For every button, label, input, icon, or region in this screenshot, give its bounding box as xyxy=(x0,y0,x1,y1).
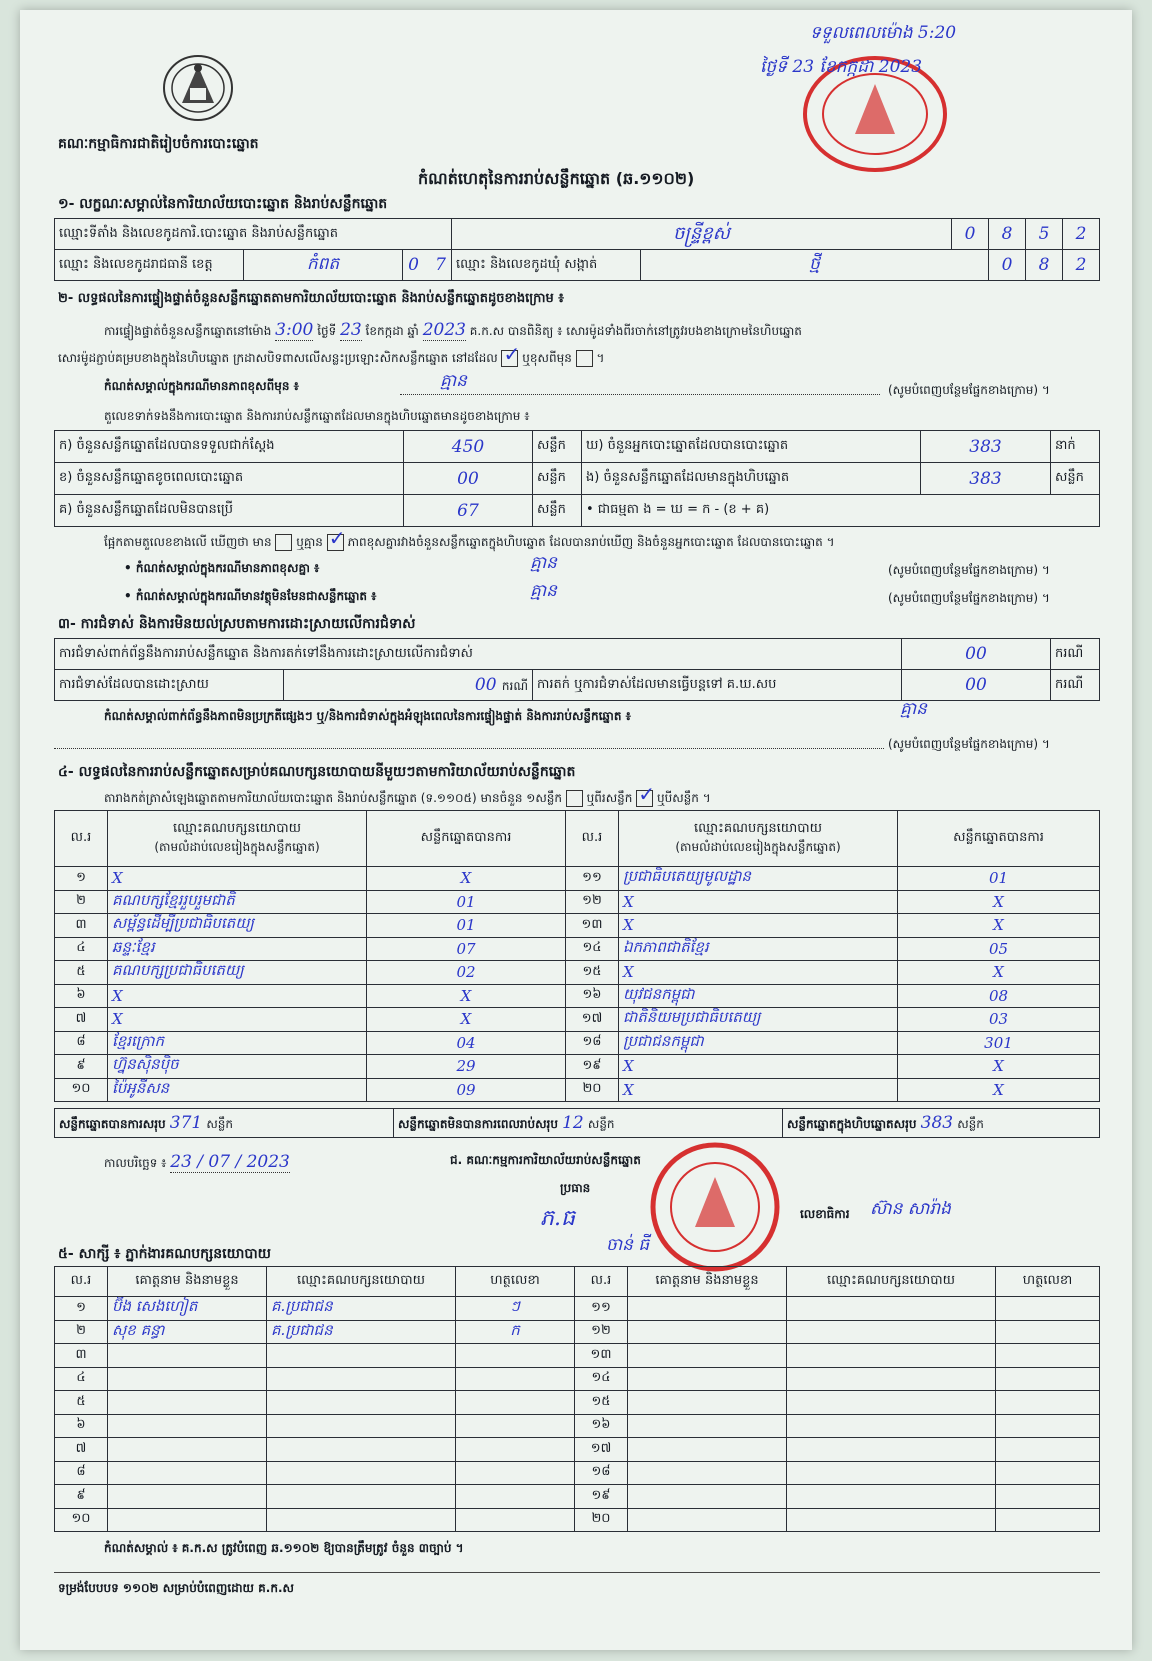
commune-code-digit: 2 xyxy=(1063,250,1100,281)
col-no: ល.រ xyxy=(55,1267,108,1297)
witness-row xyxy=(55,1414,1100,1438)
col-signature: ហត្ថលេខា xyxy=(456,1267,575,1297)
result-no: ២០ xyxy=(566,1078,619,1102)
form-title: កំណត់ហេតុនៃការរាប់សន្លឹកឆ្នោត (ឆ.១១០២) xyxy=(418,169,695,188)
verification-time: 3:00 xyxy=(275,320,314,340)
witness-party[interactable] xyxy=(787,1461,996,1485)
witness-no: ១៦ xyxy=(575,1414,628,1438)
section3-heading: ៣- ការជំទាស់ និងការមិនយល់ស្របតាមការដោះស្រាយលើការជំទាស់ xyxy=(58,616,416,632)
station-code-digit: 0 xyxy=(952,219,989,250)
col-party: ឈ្មោះគណបក្សនយោបាយ xyxy=(267,1267,456,1297)
witness-party xyxy=(267,1485,456,1509)
total-valid: សន្លឹកឆ្នោតបានការសរុប 371 សន្លឹក xyxy=(55,1109,394,1138)
witness-no: ៤ xyxy=(55,1367,108,1391)
seal-check-line: សោរម៉ូដភ្ជាប់គម្របខាងក្នុងនៃហិបឆ្នោត ក្រដាសបិទពាសលើសន្លះប្រឡោះសិកសន្លឹកឆ្នោត នៅដដែល ✓ ឬខុសពីមុន ។ xyxy=(58,342,605,366)
witness-no: ២០ xyxy=(575,1508,628,1532)
witness-no: ១២ xyxy=(575,1320,628,1344)
witness-party[interactable] xyxy=(787,1391,996,1415)
unused-label: គ) ចំនួនសន្លឹកឆ្នោតដែលមិនបានប្រើ xyxy=(55,495,404,527)
bullet-difference-label: • កំណត់សម្គាល់ក្នុងករណីមានភាពខុសគ្នា ៖ xyxy=(124,561,320,575)
witness-no: ១៧ xyxy=(575,1438,628,1462)
witness-party xyxy=(267,1438,456,1462)
result-party: សម្ព័ន្ធដើម្បីប្រជាធិបតេយ្យ xyxy=(108,914,367,938)
witness-no: ១៨ xyxy=(575,1461,628,1485)
irregularity-note-label: កំណត់សម្គាល់ពាក់ព័ន្ធនឹងភាពមិនប្រក្រតីផ្សេងៗ ឬ/និងការជំទាស់ក្នុងអំឡុងពេលនៃការផ្ទៀងផ្ទាត់ និងការរាប់សន្លឹកឆ្នោត ៖ xyxy=(104,709,631,723)
witness-signature[interactable] xyxy=(996,1461,1100,1485)
witness-table xyxy=(54,1266,1100,1532)
witness-signature: ក xyxy=(456,1320,575,1344)
witness-name[interactable] xyxy=(628,1320,787,1344)
spoiled-label: ខ) ចំនួនសន្លឹកឆ្នោតខូចពេលបោះឆ្នោត xyxy=(55,463,404,495)
fill-hint: (សូមបំពេញបន្ថែមផ្នែកខាងក្រោម) ។ xyxy=(888,383,1050,397)
result-no: ១៩ xyxy=(566,1055,619,1079)
verification-day: 23 xyxy=(340,320,362,340)
witness-signature xyxy=(456,1367,575,1391)
unit: សន្លឹក xyxy=(533,495,582,527)
witness-signature: ៗ xyxy=(456,1297,575,1321)
witness-no: ២ xyxy=(55,1320,108,1344)
witness-party[interactable] xyxy=(787,1367,996,1391)
result-row xyxy=(55,1078,1100,1102)
section4-heading: ៤- លទ្ធផលនៃការរាប់សន្លឹកឆ្នោតសម្រាប់គណបក្សនយោបាយនីមួយៗតាមការិយាល័យរាប់សន្លឹកឆ្នោត xyxy=(58,764,576,780)
witness-party xyxy=(267,1414,456,1438)
witness-no: ៦ xyxy=(55,1414,108,1438)
result-no: ១៤ xyxy=(566,937,619,961)
figures-intro: តួលេខទាក់ទងនឹងការបោះឆ្នោត និងការរាប់សន្លឹកឆ្នោតដែលមានក្នុងហិបឆ្នោតមានដូចខាងក្រោម ៖ xyxy=(104,409,530,423)
result-no: ១ xyxy=(55,867,108,891)
result-votes: 09 xyxy=(367,1078,566,1102)
result-no: ១៣ xyxy=(566,914,619,938)
counting-committee: ជ. គណៈកម្មការការិយាល័យរាប់សន្លឹកឆ្នោត xyxy=(450,1153,641,1167)
voters-label: ឃ) ចំនួនអ្នកបោះឆ្នោតដែលបានបោះឆ្នោត xyxy=(582,431,921,463)
divider xyxy=(54,1572,1100,1573)
witness-party[interactable] xyxy=(787,1297,996,1321)
col-party: ឈ្មោះគណបក្សនយោបាយ xyxy=(787,1267,996,1297)
col-signature: ហត្ថលេខា xyxy=(996,1267,1100,1297)
fill-hint: (សូមបំពេញបន្ថែមផ្នែកខាងក្រោម) ។ xyxy=(888,737,1050,751)
result-no: ១៦ xyxy=(566,984,619,1008)
witness-name: សុខ គន្ធា xyxy=(108,1320,267,1344)
witness-name[interactable] xyxy=(628,1461,787,1485)
witness-no: ១៣ xyxy=(575,1344,628,1368)
unchanged-checkbox[interactable]: ✓ xyxy=(503,342,521,366)
witness-name[interactable] xyxy=(628,1344,787,1368)
formula: • ជាធម្មតា ង = ឃ = ក - (ខ + គ) xyxy=(582,495,1100,527)
total-invalid: សន្លឹកឆ្នោតមិនបានការពេលរាប់សរុប 12 សន្លឹក xyxy=(394,1109,783,1138)
result-row xyxy=(55,1031,1100,1055)
forwarded-label: ការតក់ ឬការជំទាស់ដែលមានធ្វើបន្តទៅ គ.ឃ.សប xyxy=(533,670,902,701)
chair-signature: ភ.ធ xyxy=(540,1206,575,1231)
result-votes: 05 xyxy=(898,937,1100,961)
witness-party[interactable] xyxy=(787,1344,996,1368)
result-votes: 01 xyxy=(898,867,1100,891)
result-no: ៧ xyxy=(55,1008,108,1032)
total-in-box: សន្លឹកឆ្នោតក្នុងហិបឆ្នោតសរុប 383 សន្លឹក xyxy=(783,1109,1100,1138)
witness-party xyxy=(267,1461,456,1485)
difference-note-value: គ្មាន xyxy=(440,371,467,391)
witness-party[interactable] xyxy=(787,1414,996,1438)
unit: សន្លឹក xyxy=(533,463,582,495)
witness-row xyxy=(55,1320,1100,1344)
verification-line: ការផ្ទៀងផ្ទាត់ចំនួនសន្លឹកឆ្នោតនៅម៉ោង 3:00 ថ្ងៃទី 23 ខែកក្កដា ឆ្នាំ 2023 គ.ក.ស បានពិនិត្យ ៖ សោរម៉ូដទាំងពីរចាក់នៅត្រូវរបងខាងក្រោមនៃហិបឆ្នោត xyxy=(104,320,802,340)
chair-label: ប្រធាន xyxy=(560,1181,591,1195)
result-votes: X xyxy=(898,914,1100,938)
witness-name[interactable] xyxy=(628,1391,787,1415)
result-row xyxy=(55,984,1100,1008)
result-party: ឯកភាពជាតិខ្មែរ xyxy=(619,937,898,961)
result-no: ៤ xyxy=(55,937,108,961)
sheet-count-line: តារាងកត់ត្រាសំឡេងឆ្នោតតាមការិយាល័យបោះឆ្នោត និងរាប់សន្លឹកឆ្នោត (ទ.១១០៥) មានចំនួន ១សន្លឹក ឬពីរសន្លឹក ✓ ឬបីសន្លឹក ។ xyxy=(104,782,711,806)
received-time-note: ទទួលពេលម៉ោង 5:20 xyxy=(810,23,957,43)
result-party: X xyxy=(619,1055,898,1079)
unit: ករណី xyxy=(1051,639,1100,670)
witness-row xyxy=(55,1367,1100,1391)
witness-name: ប៊ីង សេងហៀត xyxy=(108,1297,267,1321)
witness-signature[interactable] xyxy=(996,1485,1100,1509)
secretary-signature: ស៊ាន សារ៉ាង xyxy=(870,1199,951,1219)
witness-name xyxy=(108,1485,267,1509)
result-row xyxy=(55,1055,1100,1079)
result-no: ១៧ xyxy=(566,1008,619,1032)
two-sheet-checkbox[interactable]: ✓ xyxy=(638,782,655,806)
witness-party[interactable] xyxy=(787,1320,996,1344)
col-party: ឈ្មោះគណបក្សនយោបាយ (តាមលំដាប់លេខរៀងក្នុងសន្លឹកឆ្នោត) xyxy=(108,811,367,867)
commune-label: ឈ្មោះ និងលេខកូដឃុំ សង្កាត់ xyxy=(452,250,641,281)
result-no: ១៥ xyxy=(566,961,619,985)
witness-signature xyxy=(456,1508,575,1532)
col-name: គោត្តនាម និងនាមខ្លួន xyxy=(628,1267,787,1297)
nec-emblem-icon xyxy=(152,48,244,126)
in-box-value: 383 xyxy=(921,463,1051,495)
witness-no: ១ xyxy=(55,1297,108,1321)
result-party: ប្រជាជនកម្ពុជា xyxy=(619,1031,898,1055)
no-difference-checkbox[interactable]: ✓ xyxy=(328,526,346,550)
result-votes: X xyxy=(898,961,1100,985)
changed-checkbox[interactable] xyxy=(576,350,593,367)
result-votes: 08 xyxy=(898,984,1100,1008)
result-no: ២ xyxy=(55,890,108,914)
witness-signature[interactable] xyxy=(996,1367,1100,1391)
witness-signature[interactable] xyxy=(996,1414,1100,1438)
witness-row xyxy=(55,1297,1100,1321)
result-party: គណបក្សខ្មែររួបរួមជាតិ xyxy=(108,890,367,914)
witness-name[interactable] xyxy=(628,1297,787,1321)
form-sheet xyxy=(20,10,1132,1650)
result-votes: 02 xyxy=(367,961,566,985)
result-party: X xyxy=(108,984,367,1008)
witness-signature[interactable] xyxy=(996,1438,1100,1462)
commune-code-digit: 0 xyxy=(989,250,1026,281)
witness-signature xyxy=(456,1414,575,1438)
totals-table xyxy=(54,1108,1100,1138)
spoiled-value: 00 xyxy=(404,463,533,495)
witness-signature xyxy=(456,1438,575,1462)
witness-party: គ.ប្រជាជន xyxy=(267,1297,456,1321)
col-votes: សន្លឹកឆ្នោតបានការ xyxy=(898,811,1100,867)
witness-no: ១០ xyxy=(55,1508,108,1532)
note-line xyxy=(54,748,884,749)
witness-party xyxy=(267,1367,456,1391)
witness-name[interactable] xyxy=(628,1508,787,1532)
ballot-count-table xyxy=(54,430,1100,527)
result-votes: 29 xyxy=(367,1055,566,1079)
received-date-note: ថ្ងៃទី 23 ខែកក្កដា 2023 xyxy=(760,57,923,77)
result-votes: 03 xyxy=(898,1008,1100,1032)
result-no: ១១ xyxy=(566,867,619,891)
unit: ករណី xyxy=(1051,670,1100,701)
result-party: ប្រជាធិបតេយ្យមូលដ្ឋាន xyxy=(619,867,898,891)
result-votes: 04 xyxy=(367,1031,566,1055)
witness-row xyxy=(55,1438,1100,1462)
province-name: កំពត xyxy=(244,250,403,281)
result-party: ជាតិនិយមប្រជាធិបតេយ្យ xyxy=(619,1008,898,1032)
result-row xyxy=(55,890,1100,914)
result-party: ប៉ៃអូនីសន xyxy=(108,1078,367,1102)
result-party: គណបក្សប្រជាធិបតេយ្យ xyxy=(108,961,367,985)
unused-value: 67 xyxy=(404,495,533,527)
bullet-difference-value: គ្មាន xyxy=(530,553,557,573)
station-code-digit: 5 xyxy=(1026,219,1063,250)
witness-name xyxy=(108,1391,267,1415)
witness-no: ៥ xyxy=(55,1391,108,1415)
result-party: ហ្វ៊ុនស៊ិនប៉ិច xyxy=(108,1055,367,1079)
witness-no: ១៥ xyxy=(575,1391,628,1415)
in-box-label: ង) ចំនួនសន្លឹកឆ្នោតដែលមានក្នុងហិបឆ្នោត xyxy=(582,463,921,495)
result-no: ៦ xyxy=(55,984,108,1008)
witness-name[interactable] xyxy=(628,1438,787,1462)
witness-party[interactable] xyxy=(787,1485,996,1509)
witness-no: ៧ xyxy=(55,1438,108,1462)
has-difference-checkbox[interactable] xyxy=(275,534,292,551)
witness-no: ៣ xyxy=(55,1344,108,1368)
witness-name xyxy=(108,1414,267,1438)
voters-value: 383 xyxy=(921,431,1051,463)
result-row xyxy=(55,937,1100,961)
result-votes: 01 xyxy=(367,890,566,914)
witness-signature[interactable] xyxy=(996,1344,1100,1368)
result-votes: X xyxy=(898,1078,1100,1102)
commune-code-digit: 8 xyxy=(1026,250,1063,281)
unit: សន្លឹក xyxy=(1051,463,1100,495)
province-label: ឈ្មោះ និងលេខកូដរាជធានី ខេត្ត xyxy=(55,250,244,281)
witness-no: ៩ xyxy=(55,1485,108,1509)
result-party: ខ្មែរក្រោក xyxy=(108,1031,367,1055)
witness-row xyxy=(55,1391,1100,1415)
verification-year: 2023 xyxy=(422,320,466,340)
fill-hint: (សូមបំពេញបន្ថែមផ្នែកខាងក្រោម) ។ xyxy=(888,563,1050,577)
received-value: 450 xyxy=(404,431,533,463)
result-no: ១០ xyxy=(55,1078,108,1102)
result-no: ៨ xyxy=(55,1031,108,1055)
witness-name xyxy=(108,1344,267,1368)
witness-signature[interactable] xyxy=(996,1391,1100,1415)
col-votes: សន្លឹកឆ្នោតបានការ xyxy=(367,811,566,867)
witness-name xyxy=(108,1367,267,1391)
station-name: ចន្ទ្រីខ្ពស់ xyxy=(452,219,952,250)
col-name: គោត្តនាម និងនាមខ្លួន xyxy=(108,1267,267,1297)
result-votes: X xyxy=(367,867,566,891)
compare-line: ផ្អែកតាមតួលេខខាងលើ ឃើញថា មាន ឬគ្មាន ✓ ភាពខុសគ្នារវាងចំនួនសន្លឹកឆ្នោតក្នុងហិបឆ្នោត ដែលបានរាប់ឃើញ និងចំនួនអ្នកបោះឆ្នោត ដែលបានបោះឆ្នោត ។ xyxy=(104,526,835,550)
result-party: X xyxy=(619,961,898,985)
unit: នាក់ xyxy=(1051,431,1100,463)
complaints-label: ការជំទាស់ពាក់ព័ន្ធនឹងការរាប់សន្លឹកឆ្នោត និងការតក់ទៅនឹងការដោះស្រាយលើការជំទាស់ xyxy=(55,639,902,670)
result-party: X xyxy=(619,914,898,938)
result-votes: X xyxy=(367,1008,566,1032)
witness-signature[interactable] xyxy=(996,1508,1100,1532)
witness-signature[interactable] xyxy=(996,1320,1100,1344)
result-party: ឆន្ទៈខ្មែរ xyxy=(108,937,367,961)
witness-name[interactable] xyxy=(628,1367,787,1391)
witness-party[interactable] xyxy=(787,1438,996,1462)
resolved-value: 00 ករណី xyxy=(284,670,533,701)
witness-name[interactable] xyxy=(628,1485,787,1509)
station-table xyxy=(54,218,1100,281)
result-row xyxy=(55,867,1100,891)
bullet-object-label: • កំណត់សម្គាល់ក្នុងករណីមានវត្ថុមិនមែនជាសន្លឹកឆ្នោត ៖ xyxy=(124,589,377,603)
result-votes: 07 xyxy=(367,937,566,961)
committee-stamp-icon xyxy=(640,1142,790,1272)
col-party: ឈ្មោះគណបក្សនយោបាយ (តាមលំដាប់លេខរៀងក្នុងសន្លឹកឆ្នោត) xyxy=(619,811,898,867)
witness-no: ១១ xyxy=(575,1297,628,1321)
province-code: 0 7 xyxy=(403,250,452,281)
witness-signature xyxy=(456,1485,575,1509)
bullet-object-value: គ្មាន xyxy=(530,581,557,601)
commune-name: ថ្មី xyxy=(641,250,989,281)
witness-row xyxy=(55,1461,1100,1485)
date-value: 23 / 07 / 2023 xyxy=(170,1152,290,1172)
col-no: ល.រ xyxy=(575,1267,628,1297)
difference-note-label: កំណត់សម្គាល់ក្នុងករណីមានភាពខុសពីមុន ៖ xyxy=(104,379,299,393)
result-no: ៣ xyxy=(55,914,108,938)
fill-hint: (សូមបំពេញបន្ថែមផ្នែកខាងក្រោម) ។ xyxy=(888,591,1050,605)
witness-signature[interactable] xyxy=(996,1297,1100,1321)
result-votes: X xyxy=(367,984,566,1008)
result-row xyxy=(55,961,1100,985)
witness-name xyxy=(108,1438,267,1462)
result-votes: 301 xyxy=(898,1031,1100,1055)
result-party: យុវជនកម្ពុជា xyxy=(619,984,898,1008)
witness-name[interactable] xyxy=(628,1414,787,1438)
witness-row xyxy=(55,1485,1100,1509)
witness-no: ១៩ xyxy=(575,1485,628,1509)
results-table xyxy=(54,810,1100,1102)
station-code-digit: 8 xyxy=(989,219,1026,250)
witness-signature xyxy=(456,1391,575,1415)
section5-heading: ៥- សាក្សី ៖ ភ្នាក់ងារគណបក្សនយោបាយ xyxy=(58,1246,272,1262)
witness-party[interactable] xyxy=(787,1508,996,1532)
complaints-value: 00 xyxy=(902,639,1051,670)
witness-no: ៨ xyxy=(55,1461,108,1485)
result-no: ៩ xyxy=(55,1055,108,1079)
secretary-label: លេខាធិការ xyxy=(800,1207,850,1221)
witness-party: គ.ប្រជាជន xyxy=(267,1320,456,1344)
result-party: X xyxy=(108,867,367,891)
date-line: កាលបរិច្ឆេទ ៖ 23 / 07 / 2023 xyxy=(104,1152,290,1172)
form-footer: ទម្រង់បែបបទ ១១០២ សម្រាប់បំពេញដោយ គ.ក.ស xyxy=(58,1581,294,1595)
witness-name xyxy=(108,1508,267,1532)
witness-name xyxy=(108,1461,267,1485)
forwarded-value: 00 xyxy=(902,670,1051,701)
result-party: X xyxy=(619,890,898,914)
one-sheet-checkbox[interactable] xyxy=(566,790,583,807)
committee-name: គណៈកម្មាធិការជាតិរៀបចំការបោះឆ្នោត xyxy=(58,136,259,152)
complaints-table xyxy=(54,638,1100,701)
result-no: ១៨ xyxy=(566,1031,619,1055)
result-row xyxy=(55,914,1100,938)
station-code-digit: 2 xyxy=(1063,219,1100,250)
result-no: ១២ xyxy=(566,890,619,914)
witness-row xyxy=(55,1508,1100,1532)
witness-signature xyxy=(456,1344,575,1368)
col-no: ល.រ xyxy=(566,811,619,867)
result-party: X xyxy=(619,1078,898,1102)
witness-row xyxy=(55,1344,1100,1368)
chair-name: ចាន់ ធី xyxy=(606,1235,650,1255)
section1-heading: ១- លក្ខណៈសម្គាល់នៃការិយាល័យបោះឆ្នោត និងរាប់សន្លឹកឆ្នោត xyxy=(58,196,388,212)
witness-party xyxy=(267,1391,456,1415)
irregularity-note-value: គ្មាន xyxy=(900,699,927,719)
result-no: ៥ xyxy=(55,961,108,985)
result-votes: 01 xyxy=(367,914,566,938)
result-party: X xyxy=(108,1008,367,1032)
col-no: ល.រ xyxy=(55,811,108,867)
unit: សន្លឹក xyxy=(533,431,582,463)
result-row xyxy=(55,1008,1100,1032)
resolved-label: ការជំទាស់ដែលបានដោះស្រាយ xyxy=(55,670,284,701)
result-votes: X xyxy=(898,890,1100,914)
received-label: ក) ចំនួនសន្លឹកឆ្នោតដែលបានទទួលជាក់ស្ដែង xyxy=(55,431,404,463)
result-votes: X xyxy=(898,1055,1100,1079)
witness-party xyxy=(267,1344,456,1368)
footnote: កំណត់សម្គាល់ ៖ គ.ក.ស ត្រូវបំពេញ ឆ.១១០២ ឱ្យបានត្រឹមត្រូវ ចំនួន ៣ច្បាប់ ។ xyxy=(104,1541,464,1555)
witness-no: ១៤ xyxy=(575,1367,628,1391)
section2-heading: ២- លទ្ធផលនៃការផ្ទៀងផ្ទាត់ចំនួនសន្លឹកឆ្នោតតាមការិយាល័យបោះឆ្នោត និងរាប់សន្លឹកឆ្នោតដូចខាងក្រោម ៖ xyxy=(58,291,564,306)
note-line xyxy=(400,394,880,395)
witness-signature xyxy=(456,1461,575,1485)
witness-party xyxy=(267,1508,456,1532)
station-label: ឈ្មោះទីតាំង និងលេខកូដការិ.បោះឆ្នោត និងរាប់សន្លឹកឆ្នោត xyxy=(55,219,452,250)
